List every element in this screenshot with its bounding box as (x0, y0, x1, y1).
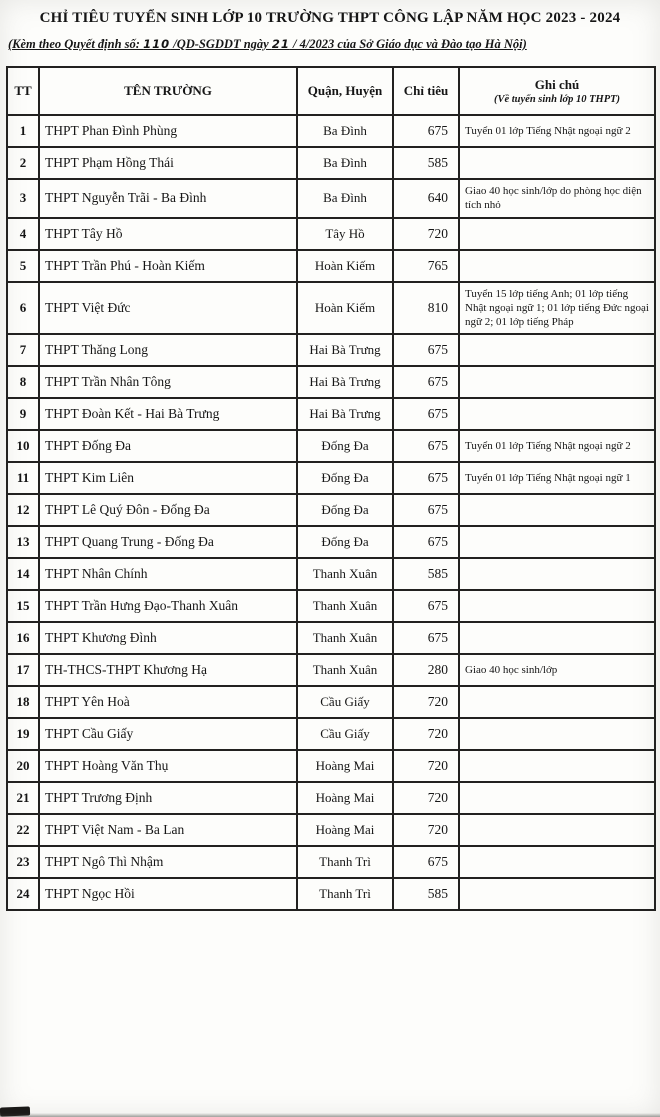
cell-note (459, 846, 655, 878)
cell-school-name: THPT Thăng Long (39, 334, 297, 366)
cell-note (459, 398, 655, 430)
table-row (7, 654, 655, 686)
table-row (7, 179, 655, 218)
table-row (7, 250, 655, 282)
table-row (7, 622, 655, 654)
cell-tt: 5 (7, 250, 39, 282)
cell-tt: 16 (7, 622, 39, 654)
column-header-quota: Chỉ tiêu (393, 67, 459, 115)
cell-note: Tuyển 01 lớp Tiếng Nhật ngoại ngữ 2 (459, 430, 655, 462)
cell-school-name: THPT Trần Phú - Hoàn Kiếm (39, 250, 297, 282)
cell-note (459, 147, 655, 179)
cell-school-name: THPT Việt Nam - Ba Lan (39, 814, 297, 846)
cell-district: Ba Đình (297, 179, 393, 218)
cell-tt: 1 (7, 115, 39, 147)
cell-quota: 720 (393, 686, 459, 718)
cell-tt: 17 (7, 654, 39, 686)
column-header-note-main: Ghi chú (534, 77, 580, 92)
cell-tt: 19 (7, 718, 39, 750)
cell-school-name: THPT Cầu Giấy (39, 718, 297, 750)
cell-tt: 15 (7, 590, 39, 622)
school-table-body (7, 115, 655, 910)
cell-district: Thanh Xuân (297, 558, 393, 590)
cell-district: Hoàn Kiếm (297, 282, 393, 335)
cell-tt: 3 (7, 179, 39, 218)
cell-district: Thanh Xuân (297, 590, 393, 622)
table-row (7, 718, 655, 750)
cell-school-name: THPT Yên Hoà (39, 686, 297, 718)
table-row (7, 147, 655, 179)
cell-note (459, 750, 655, 782)
cell-school-name: THPT Đoàn Kết - Hai Bà Trưng (39, 398, 297, 430)
cell-note: Tuyển 01 lớp Tiếng Nhật ngoại ngữ 1 (459, 462, 655, 494)
cell-note (459, 494, 655, 526)
cell-note (459, 622, 655, 654)
cell-note (459, 814, 655, 846)
cell-note: Giao 40 học sinh/lớp (459, 654, 655, 686)
cell-district: Tây Hồ (297, 218, 393, 250)
cell-tt: 14 (7, 558, 39, 590)
column-header-district: Quận, Huyện (297, 67, 393, 115)
cell-tt: 18 (7, 686, 39, 718)
cell-school-name: THPT Hoàng Văn Thụ (39, 750, 297, 782)
handwritten-day: 21 (271, 37, 290, 51)
cell-quota: 675 (393, 115, 459, 147)
cell-quota: 720 (393, 782, 459, 814)
table-row (7, 462, 655, 494)
table-row (7, 846, 655, 878)
cell-district: Đống Đa (297, 494, 393, 526)
cell-quota: 675 (393, 590, 459, 622)
table-row (7, 750, 655, 782)
cell-quota: 675 (393, 462, 459, 494)
table-row (7, 782, 655, 814)
cell-tt: 9 (7, 398, 39, 430)
table-row (7, 115, 655, 147)
cell-district: Hai Bà Trưng (297, 398, 393, 430)
cell-district: Hoàn Kiếm (297, 250, 393, 282)
cell-quota: 720 (393, 750, 459, 782)
table-header-row (7, 67, 655, 115)
cell-district: Đống Đa (297, 526, 393, 558)
cell-school-name: THPT Trần Nhân Tông (39, 366, 297, 398)
cell-note: Giao 40 học sinh/lớp do phòng học diện tích nhỏ (459, 179, 655, 218)
table-row (7, 430, 655, 462)
cell-school-name: THPT Ngô Thì Nhậm (39, 846, 297, 878)
cell-district: Thanh Xuân (297, 654, 393, 686)
cell-quota: 720 (393, 814, 459, 846)
cell-district: Hai Bà Trưng (297, 366, 393, 398)
cell-tt: 21 (7, 782, 39, 814)
cell-tt: 23 (7, 846, 39, 878)
cell-quota: 585 (393, 558, 459, 590)
cell-tt: 7 (7, 334, 39, 366)
cell-quota: 720 (393, 718, 459, 750)
cell-tt: 22 (7, 814, 39, 846)
table-row (7, 878, 655, 910)
cell-school-name: THPT Ngọc Hồi (39, 878, 297, 910)
cell-note (459, 218, 655, 250)
cell-quota: 675 (393, 398, 459, 430)
cell-school-name: THPT Phan Đình Phùng (39, 115, 297, 147)
cell-quota: 675 (393, 430, 459, 462)
cell-school-name: THPT Khương Đình (39, 622, 297, 654)
cell-quota: 675 (393, 526, 459, 558)
cell-note (459, 250, 655, 282)
cell-school-name: THPT Quang Trung - Đống Đa (39, 526, 297, 558)
cell-school-name: THPT Nguyễn Trãi - Ba Đình (39, 179, 297, 218)
cell-school-name: THPT Trương Định (39, 782, 297, 814)
cell-tt: 4 (7, 218, 39, 250)
cell-school-name: THPT Việt Đức (39, 282, 297, 335)
cell-note (459, 686, 655, 718)
cell-school-name: THPT Kim Liên (39, 462, 297, 494)
cell-tt: 8 (7, 366, 39, 398)
column-header-school: TÊN TRƯỜNG (39, 67, 297, 115)
table-row (7, 494, 655, 526)
subtitle-suffix: / 4/2023 của Sở Giáo dục và Đào tạo Hà Nội) (289, 37, 527, 51)
cell-tt: 12 (7, 494, 39, 526)
cell-quota: 765 (393, 250, 459, 282)
cell-note (459, 526, 655, 558)
table-row (7, 590, 655, 622)
table-row (7, 686, 655, 718)
cell-quota: 675 (393, 846, 459, 878)
cell-tt: 6 (7, 282, 39, 335)
cell-tt: 24 (7, 878, 39, 910)
handwritten-decision-number: 110 (143, 37, 171, 51)
cell-school-name: THPT Phạm Hồng Thái (39, 147, 297, 179)
cell-tt: 13 (7, 526, 39, 558)
cell-tt: 20 (7, 750, 39, 782)
cell-tt: 10 (7, 430, 39, 462)
cell-district: Cầu Giấy (297, 718, 393, 750)
table-row (7, 282, 655, 335)
cell-quota: 585 (393, 147, 459, 179)
document-subtitle (8, 37, 660, 52)
cell-note (459, 782, 655, 814)
cell-quota: 810 (393, 282, 459, 335)
table-row (7, 558, 655, 590)
cell-note (459, 718, 655, 750)
subtitle-mid: /QD-SGDDT ngày (170, 37, 272, 51)
cell-district: Hoàng Mai (297, 814, 393, 846)
cell-district: Hoàng Mai (297, 750, 393, 782)
cell-quota: 675 (393, 366, 459, 398)
cell-tt: 2 (7, 147, 39, 179)
column-header-note (459, 67, 655, 115)
cell-note: Tuyển 15 lớp tiếng Anh; 01 lớp tiếng Nhật ngoại ngữ 1; 01 lớp tiếng Đức ngoại ngữ 2; 01 lớp tiếng Pháp (459, 282, 655, 335)
cell-note (459, 366, 655, 398)
table-row (7, 218, 655, 250)
subtitle-prefix: (Kèm theo Quyết định số: (8, 37, 144, 51)
cell-district: Thanh Trì (297, 878, 393, 910)
cell-district: Cầu Giấy (297, 686, 393, 718)
table-row (7, 398, 655, 430)
table-row (7, 334, 655, 366)
cell-quota: 640 (393, 179, 459, 218)
cell-note (459, 878, 655, 910)
document-title: CHỈ TIÊU TUYỂN SINH LỚP 10 TRƯỜNG THPT CÔNG LẬP NĂM HỌC 2023 - 2024 (39, 10, 621, 26)
cell-quota: 720 (393, 218, 459, 250)
cell-note (459, 334, 655, 366)
cell-quota: 675 (393, 494, 459, 526)
cell-school-name: THPT Nhân Chính (39, 558, 297, 590)
cell-school-name: TH-THCS-THPT Khương Hạ (39, 654, 297, 686)
cell-district: Đống Đa (297, 430, 393, 462)
table-row (7, 366, 655, 398)
enrollment-quota-table (6, 66, 656, 911)
cell-district: Ba Đình (297, 147, 393, 179)
cell-quota: 675 (393, 622, 459, 654)
column-header-tt: TT (7, 67, 39, 115)
cell-district: Thanh Xuân (297, 622, 393, 654)
cell-school-name: THPT Lê Quý Đôn - Đống Đa (39, 494, 297, 526)
cell-district: Hoàng Mai (297, 782, 393, 814)
cell-school-name: THPT Tây Hồ (39, 218, 297, 250)
cell-note: Tuyển 01 lớp Tiếng Nhật ngoại ngữ 2 (459, 115, 655, 147)
cell-school-name: THPT Đống Đa (39, 430, 297, 462)
cell-quota: 280 (393, 654, 459, 686)
cell-note (459, 590, 655, 622)
cell-district: Hai Bà Trưng (297, 334, 393, 366)
cell-quota: 675 (393, 334, 459, 366)
cell-district: Ba Đình (297, 115, 393, 147)
cell-note (459, 558, 655, 590)
table-row (7, 526, 655, 558)
cell-district: Thanh Trì (297, 846, 393, 878)
cell-school-name: THPT Trần Hưng Đạo-Thanh Xuân (39, 590, 297, 622)
column-header-note-sub: (Về tuyển sinh lớp 10 THPT) (493, 94, 621, 105)
table-row (7, 814, 655, 846)
scan-edge-shadow (0, 1113, 660, 1117)
cell-quota: 585 (393, 878, 459, 910)
cell-tt: 11 (7, 462, 39, 494)
cell-district: Đống Đa (297, 462, 393, 494)
